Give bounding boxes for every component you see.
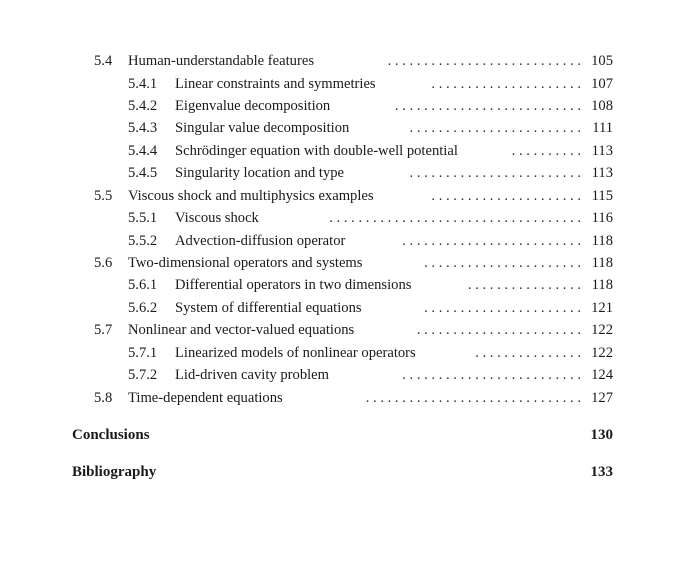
toc-entry[interactable] <box>94 74 613 94</box>
section-title: Advection-diffusion operator <box>175 231 349 251</box>
section-number: 5.7.2 <box>128 367 158 383</box>
section-title: Singular value decomposition <box>175 118 353 138</box>
leader-dots: . . . . . . . . . . . . . . . . <box>467 277 581 293</box>
toc-chapter-entry[interactable] <box>72 425 613 445</box>
section-title: Eigenvalue decomposition <box>175 96 334 116</box>
section-number: 5.4.5 <box>128 165 158 181</box>
leader-dots: . . . . . . . . . . . . . . . . . . . . . . <box>424 300 581 316</box>
leader-dots: . . . . . . . . . . . . . . . . . . . . . . . . <box>409 120 581 136</box>
page-number: 121 <box>591 300 613 316</box>
section-number: 5.8 <box>94 390 113 406</box>
section-number: 5.6.2 <box>128 300 158 316</box>
leader-dots: . . . . . . . . . . . . . . . . . . . . . . . <box>416 322 581 338</box>
page-number: 127 <box>591 390 613 406</box>
toc-entry[interactable] <box>94 163 613 183</box>
page-number: 118 <box>591 233 613 249</box>
section-number: 5.5.2 <box>128 233 158 249</box>
page-number: 107 <box>591 76 613 92</box>
section-number: 5.4.3 <box>128 120 158 136</box>
toc-entry[interactable] <box>94 320 613 340</box>
page-number: 116 <box>591 210 613 226</box>
section-title: System of differential equations <box>175 298 366 318</box>
leader-dots: . . . . . . . . . . . . . . . . . . . . . . . . . <box>402 367 581 383</box>
leader-dots: . . . . . . . . . . . . . . . . . . . . . <box>431 188 581 204</box>
page-number: 115 <box>591 188 613 204</box>
toc-entry[interactable] <box>94 231 613 251</box>
section-number: 5.4.1 <box>128 76 158 92</box>
toc-entry[interactable] <box>94 365 613 385</box>
leader-dots: . . . . . . . . . . . . . . . . . . . . . . . . . . . . . . <box>365 390 581 406</box>
section-number: 5.4 <box>94 53 113 69</box>
chapter-title: Conclusions <box>72 427 150 443</box>
toc-entry[interactable] <box>94 298 613 318</box>
page-number: 118 <box>591 255 613 271</box>
page-number: 105 <box>591 53 613 69</box>
leader-dots: . . . . . . . . . . . . . . . . . . . . . . <box>424 255 581 271</box>
section-title: Linearized models of nonlinear operators <box>175 343 420 363</box>
toc-entry[interactable] <box>94 186 613 206</box>
section-number: 5.7 <box>94 322 113 338</box>
toc-entry[interactable] <box>94 141 613 161</box>
section-title: Schrödinger equation with double-well potential <box>175 141 462 161</box>
page-number: 113 <box>591 143 613 159</box>
leader-dots: . . . . . . . . . . . . . . . . . . . . . . . . . . <box>394 98 581 114</box>
section-title: Viscous shock <box>175 208 263 228</box>
leader-dots: . . . . . . . . . . . . . . . . . . . . . . . . . . . . . . . . . . . <box>329 210 581 226</box>
toc-entry[interactable] <box>94 253 613 273</box>
page-number: 133 <box>590 464 613 480</box>
leader-dots: . . . . . . . . . . . . . . . . . . . . . . . . . . . <box>387 53 581 69</box>
section-number: 5.7.1 <box>128 345 158 361</box>
section-number: 5.6 <box>94 255 113 271</box>
section-number: 5.5.1 <box>128 210 158 226</box>
leader-dots: . . . . . . . . . . . . . . . <box>475 345 581 361</box>
chapter-title: Bibliography <box>72 464 157 480</box>
toc-entry[interactable] <box>94 208 613 228</box>
page-number: 118 <box>591 277 613 293</box>
page-number: 130 <box>590 427 613 443</box>
toc-entry[interactable] <box>94 388 613 408</box>
section-number: 5.4.2 <box>128 98 158 114</box>
section-number: 5.5 <box>94 188 113 204</box>
leader-dots: . . . . . . . . . . . . . . . . . . . . . . . . . <box>402 233 581 249</box>
page-number: 113 <box>591 165 613 181</box>
page-number: 124 <box>591 367 613 383</box>
leader-dots: . . . . . . . . . . . . . . . . . . . . . <box>431 76 581 92</box>
toc-entry[interactable] <box>94 275 613 295</box>
section-title: Two-dimensional operators and systems <box>128 253 366 273</box>
toc-entry[interactable] <box>94 51 613 71</box>
section-title: Nonlinear and vector-valued equations <box>128 320 358 340</box>
section-title: Singularity location and type <box>175 163 348 183</box>
toc-entry[interactable] <box>94 118 613 138</box>
leader-dots: . . . . . . . . . . . . . . . . . . . . . . . . <box>409 165 581 181</box>
section-title: Lid-driven cavity problem <box>175 365 333 385</box>
page-number: 122 <box>591 345 613 361</box>
section-title: Human-understandable features <box>128 51 318 71</box>
section-title: Differential operators in two dimensions <box>175 275 415 295</box>
section-number: 5.4.4 <box>128 143 158 159</box>
page-number: 122 <box>591 322 613 338</box>
leader-dots: . . . . . . . . . . <box>511 143 581 159</box>
section-number: 5.6.1 <box>128 277 158 293</box>
section-title: Viscous shock and multiphysics examples <box>128 186 378 206</box>
toc-entry[interactable] <box>94 96 613 116</box>
toc-chapter-entry[interactable] <box>72 462 613 482</box>
page-number: 108 <box>591 98 613 114</box>
section-title: Time-dependent equations <box>128 388 287 408</box>
toc-entry[interactable] <box>94 343 613 363</box>
page-number: 111 <box>592 120 613 136</box>
section-title: Linear constraints and symmetries <box>175 74 380 94</box>
